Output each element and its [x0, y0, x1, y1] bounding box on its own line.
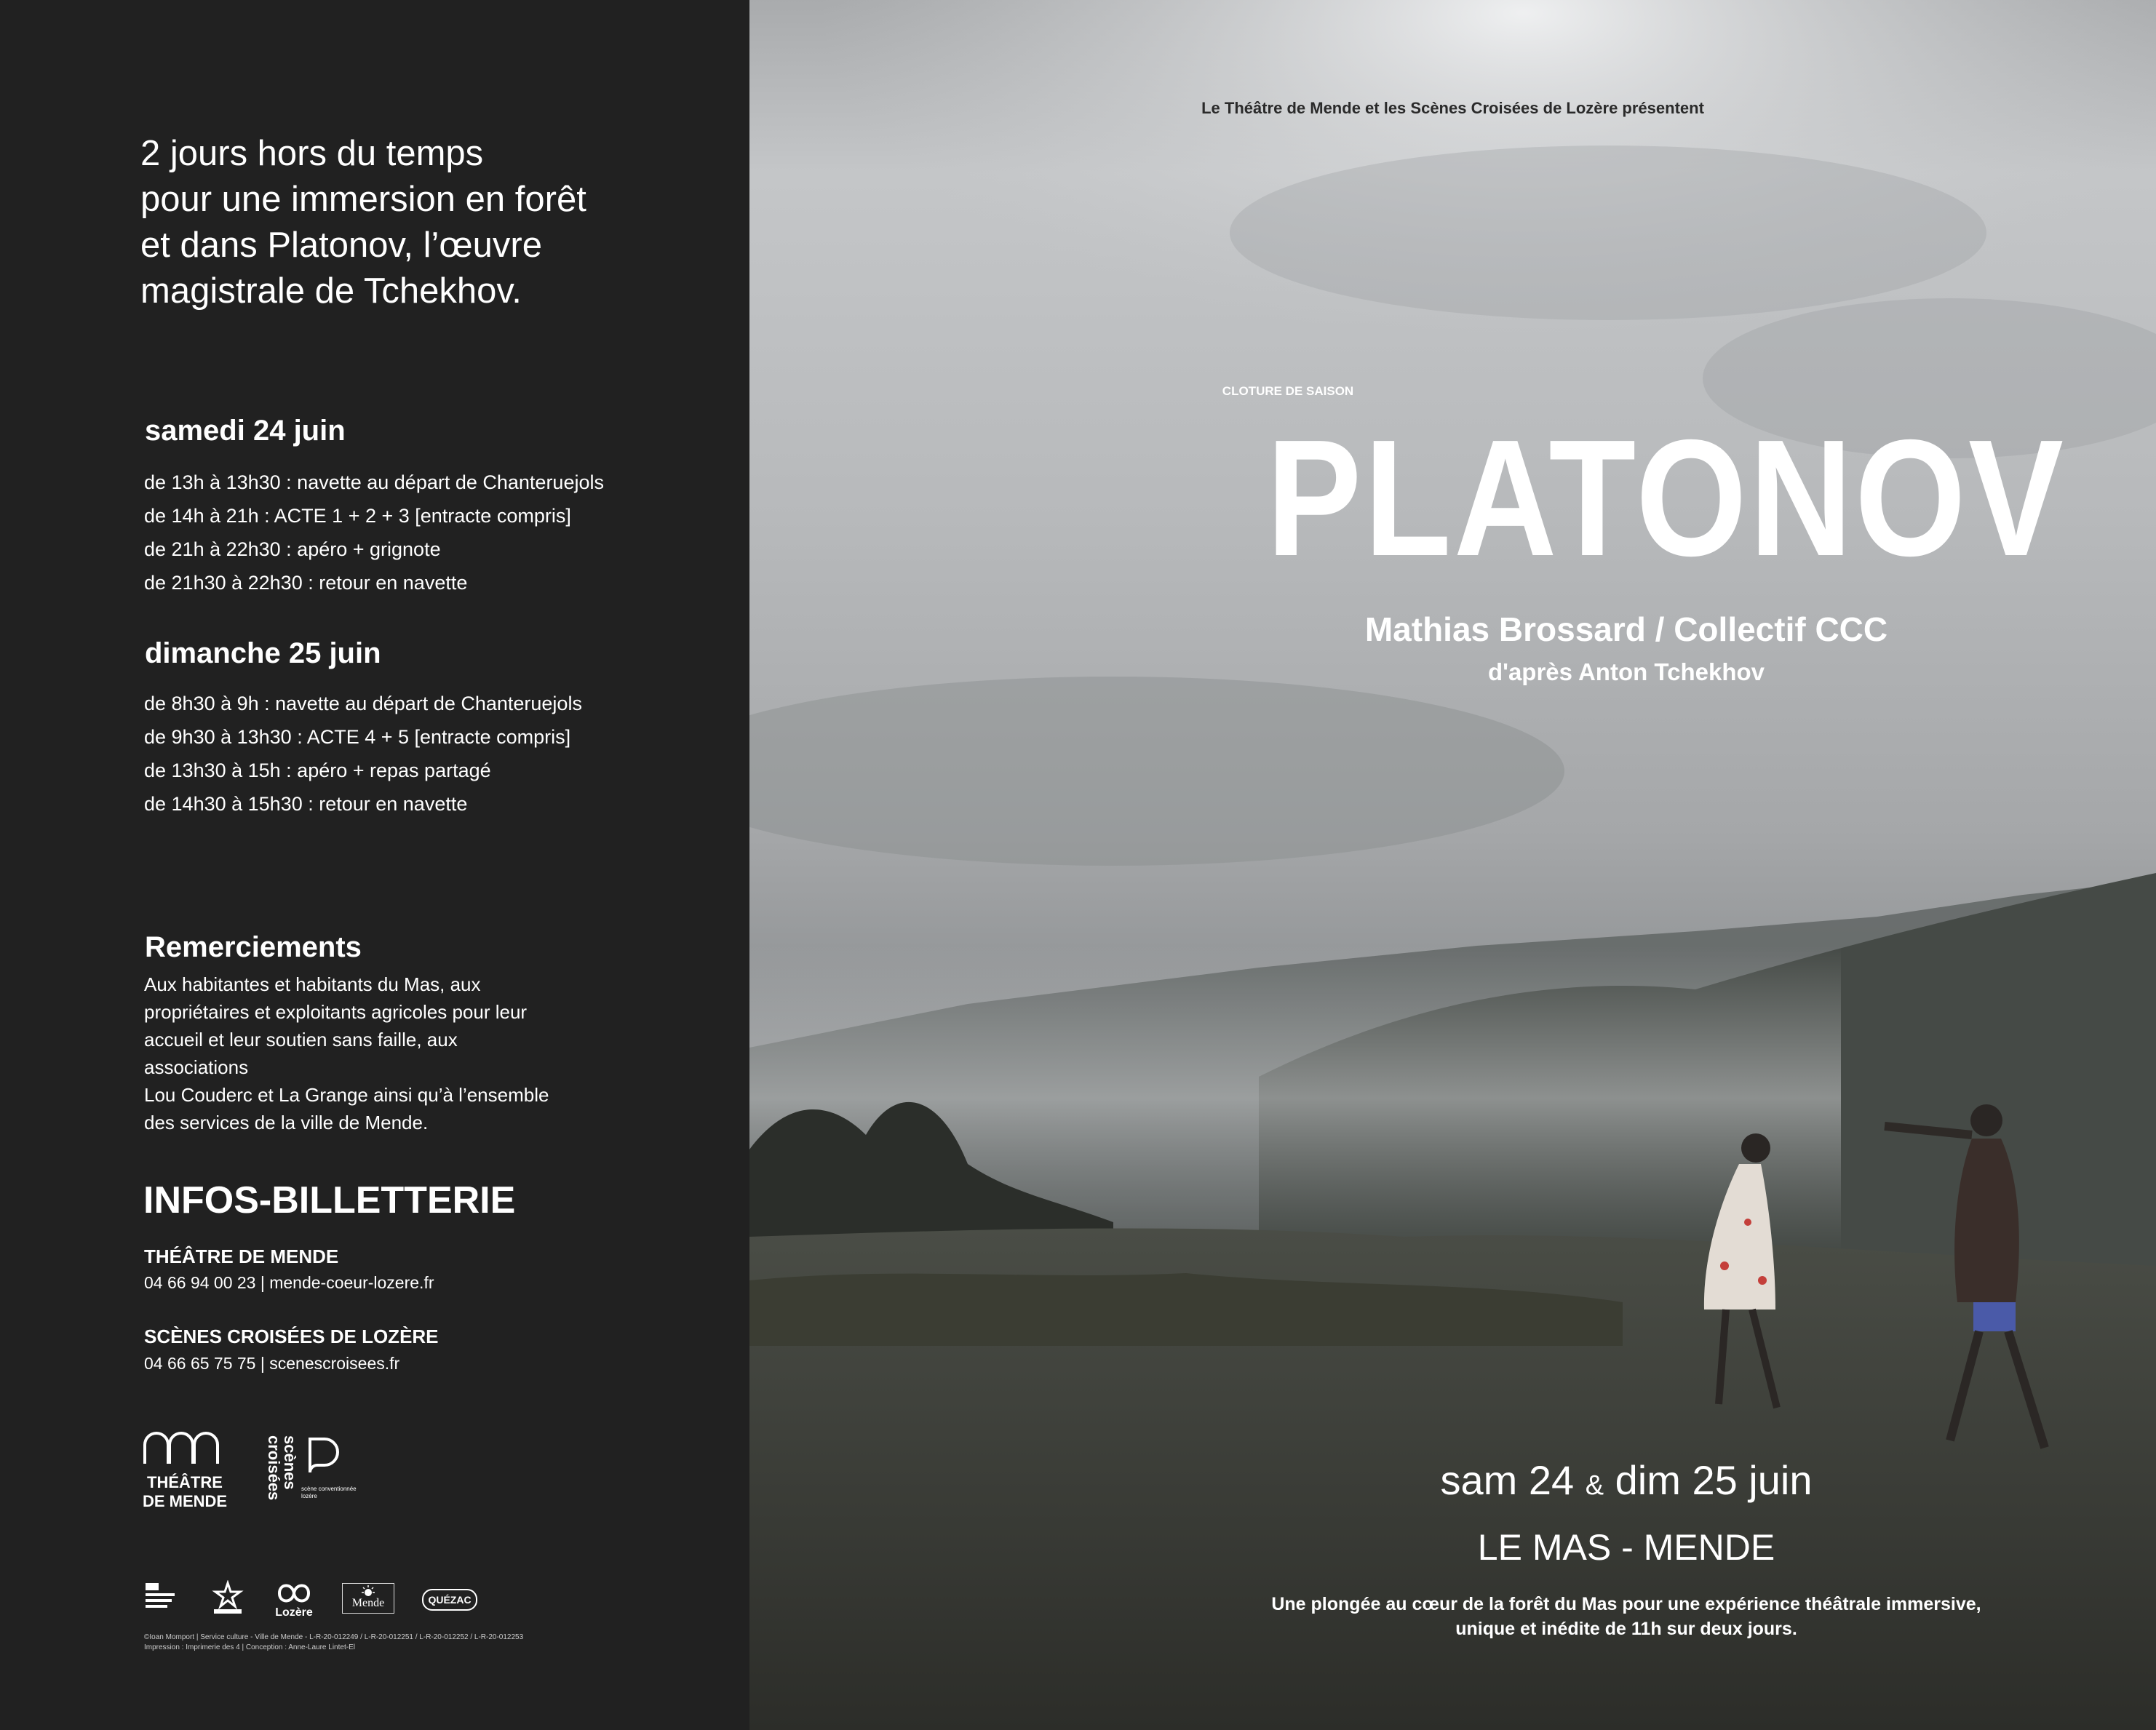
intro-line: magistrale de Tchekhov. [140, 271, 522, 311]
scenes-word: croisées [265, 1435, 283, 1501]
quezac-logo-text: QUÉZAC [428, 1594, 472, 1606]
prefet-region-logo-icon [144, 1582, 178, 1615]
tagline-line: Une plongée au cœur de la forêt du Mas pour une expérience théâtrale immersive, [1271, 1594, 1981, 1614]
day1-title: samedi 24 juin [145, 415, 346, 447]
theatre-logo-line2: DE MENDE [142, 1492, 228, 1510]
day1-schedule [144, 466, 604, 599]
date-sat: sam 24 [1440, 1457, 1575, 1503]
author-credit: Mathias Brossard / Collectif CCC [1364, 610, 1888, 648]
schedule-item: de 13h à 13h30 : navette au départ de Chanteruejols [144, 471, 604, 493]
contact-scenes: 04 66 65 75 75 | scenescroisees.fr [144, 1354, 400, 1373]
lozere-logo-text: Lozère [275, 1606, 313, 1619]
day2-schedule [144, 687, 582, 821]
cloud-shape [1230, 146, 1986, 320]
lozere-logo-icon [274, 1580, 314, 1605]
schedule-item: de 14h30 à 15h30 : retour en navette [144, 793, 468, 815]
thanks-line: des services de la ville de Mende. [144, 1112, 429, 1133]
poster-title: PLATONOV [1266, 406, 2067, 591]
schedule-item: de 9h30 à 13h30 : ACTE 4 + 5 [entracte compris] [144, 726, 571, 748]
schedule-item: de 14h à 21h : ACTE 1 + 2 + 3 [entracte compris] [144, 505, 571, 527]
venue-theatre: THÉÂTRE DE MENDE [144, 1245, 339, 1267]
schedule-item: de 8h30 à 9h : navette au départ de Chanteruejols [144, 693, 582, 714]
presenters-line: Le Théâtre de Mende et les Scènes Croisées de Lozère présentent [1201, 99, 1704, 117]
thanks-text [144, 970, 566, 1136]
left-panel [0, 0, 749, 1730]
thanks-title: Remerciements [145, 931, 362, 963]
scenes-logo-words [266, 1435, 298, 1515]
venue-scenes: SCÈNES CROISÉES DE LOZÈRE [144, 1326, 439, 1347]
occitanie-logo-icon [211, 1580, 244, 1617]
intro-text [140, 131, 723, 314]
sun-icon [360, 1585, 376, 1597]
date-ampersand: & [1585, 1470, 1604, 1501]
mende-logo-text: Mende [351, 1597, 385, 1609]
theatre-de-mende-logo [142, 1430, 228, 1511]
season-kicker: CLOTURE DE SAISON [1222, 384, 1354, 398]
venue-place: LE MAS - MENDE [1477, 1527, 1775, 1568]
arches-icon [142, 1430, 223, 1465]
tagline-line: unique et inédite de 11h sur deux jours. [1455, 1619, 1797, 1639]
adaptation-credit: d'après Anton Tchekhov [1487, 658, 1765, 685]
infos-title: INFOS-BILLETTERIE [143, 1179, 516, 1221]
schedule-item: de 21h30 à 22h30 : retour en navette [144, 572, 468, 594]
date-sun: dim 25 juin [1615, 1457, 1813, 1503]
scenes-logo-sub [301, 1486, 357, 1500]
theatre-logo-line1: THÉÂTRE [147, 1473, 223, 1491]
day2-title: dimanche 25 juin [145, 637, 381, 669]
mende-logo-frame [342, 1583, 394, 1614]
poster-photo-panel [749, 0, 2156, 1730]
cloud-shape [749, 677, 1564, 866]
schedule-item: de 21h à 22h30 : apéro + grignote [144, 538, 441, 560]
scenes-croisees-logo [263, 1426, 373, 1513]
scenes-mark-icon [300, 1433, 343, 1477]
credit-line: ©Ioan Momport | Service culture - Ville de Mende - L-R-20-012249 / L-R-20-012251 / L-R-20-012252 / L-R-20-012253 [144, 1633, 524, 1641]
credit-line: Impression : Imprimerie des 4 | Conception : Anne-Laure Lintet-El [144, 1643, 355, 1651]
intro-line: pour une immersion en forêt [140, 180, 586, 219]
scenes-sub: lozère [301, 1493, 317, 1499]
partner-logos [144, 1579, 515, 1622]
contact-theatre: 04 66 94 00 23 | mende-coeur-lozere.fr [144, 1273, 434, 1292]
intro-line: et dans Platonov, l’œuvre [140, 226, 542, 265]
schedule-item: de 13h30 à 15h : apéro + repas partagé [144, 760, 491, 781]
scenes-sub: scène conventionnée [301, 1486, 357, 1492]
scenes-word: scènes [281, 1435, 299, 1490]
quezac-logo-frame [422, 1589, 477, 1611]
credits [144, 1633, 523, 1653]
intro-line: 2 jours hors du temps [140, 134, 484, 173]
thanks-line: Lou Couderc et La Grange ainsi qu’à l’ensemble [144, 1084, 549, 1106]
thanks-line: propriétaires et exploitants agricoles pour leur [144, 1001, 528, 1023]
thanks-line: accueil et leur soutien sans faille, aux associations [144, 1029, 458, 1078]
tagline [1062, 1592, 2156, 1641]
thanks-line: Aux habitantes et habitants du Mas, aux [144, 973, 481, 995]
performance-dates [1208, 1456, 2045, 1504]
